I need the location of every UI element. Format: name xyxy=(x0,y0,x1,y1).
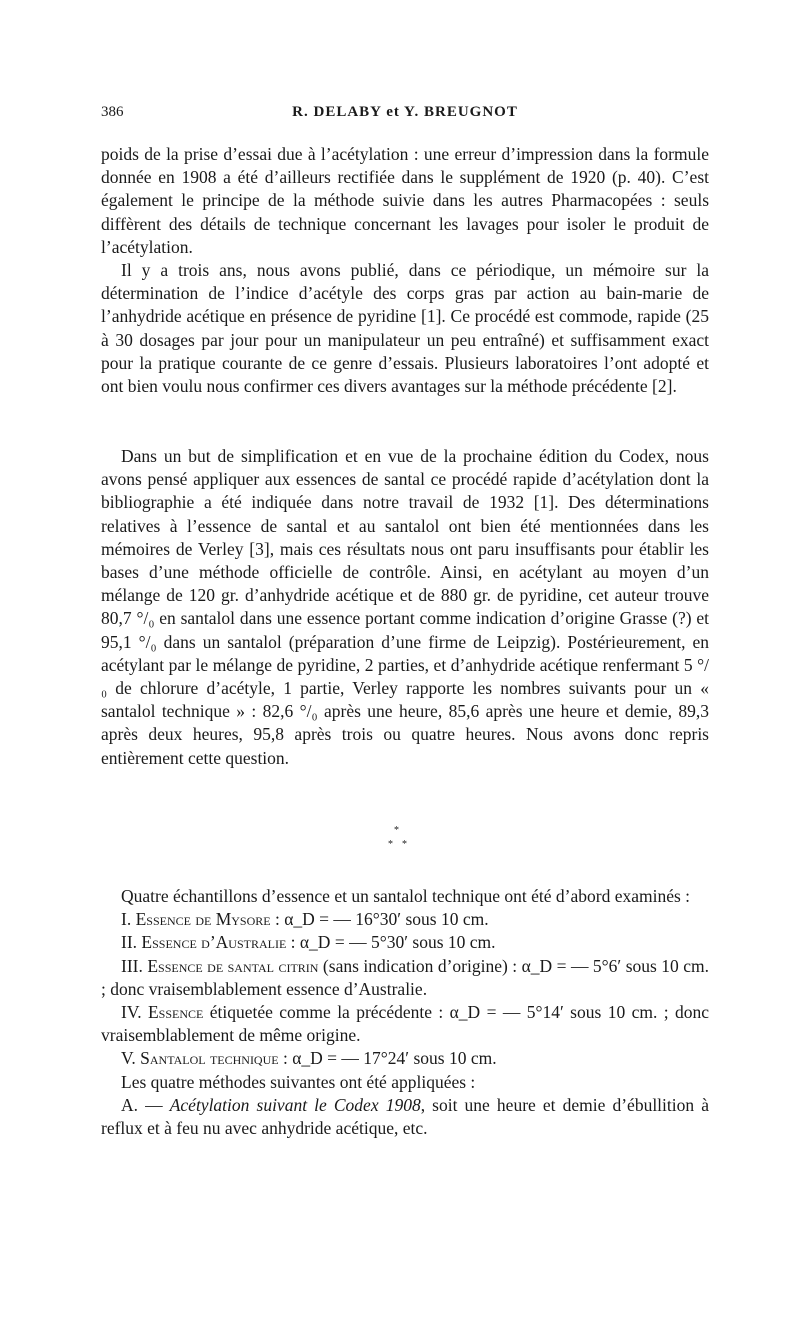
sample-text: : α_D = — 16°30′ sous 10 cm. xyxy=(270,909,489,930)
separator-star: * xyxy=(388,839,393,850)
method-letter: A. — xyxy=(121,1094,170,1115)
sample-label: Santalol technique xyxy=(140,1048,279,1069)
paragraph-2: Il y a trois ans, nous avons publié, dans ce périodique, un mémoire sur la détermination de l’indice d’acétyle des corps gras par action au bain-marie de l’anhydride acétique en présence de pyridine [1]. Ce procédé est commode, rapide (25 à 30 dosages par jour pour un manipulateur un peu entraîné) et suffisamment exact pour la pratique courante de ce genre d’essais. Plusieurs laboratoires l’ont adopté et ont bien voulu nous confirmer ces divers avantages sur la méthode précédente [2]. xyxy=(101,260,709,397)
sample-number: III. xyxy=(121,955,143,976)
sample-text: étiquetée comme la précédente : α_D = — 5°14′ sous 10 cm. ; donc vraisemblablement de même origine. xyxy=(101,1002,709,1046)
separator-star: * xyxy=(394,825,399,836)
method-title: Acétylation suivant le Codex 1908 xyxy=(169,1094,421,1115)
samples-intro: Quatre échantillons d’essence et un santalol technique ont été d’abord examinés : xyxy=(121,886,691,906)
page-number: 386 xyxy=(101,104,124,120)
sample-item xyxy=(101,1047,709,1070)
sample-item xyxy=(101,1001,709,1047)
page-header xyxy=(101,104,709,126)
method-text: , soit une heure et demie d’ébullition à reflux et à feu nu avec anhydride acétique, etc. xyxy=(101,1094,710,1139)
paragraph-3: Dans un but de simplification et en vue de la prochaine édition du Codex, nous avons pensé appliquer aux essences de santal ce procédé rapide d’acétylation dont la bibliographie a été indiquée dans notre travail de 1932 [1]. Des déterminations relatives à l’essence de santal et au santalol ont bien été mentionnées dans les mémoires de Verley [3], mais ces résultats nous ont paru insuffisants pour établir les bases d’une méthode officielle de contrôle. Ainsi, en acétylant au moyen d’un mélange de 120 gr. d’anhydride acétique et de 880 gr. de pyridine, cet auteur trouve 80,7 °/₀ en santalol dans une essence portant comme indication d’origine Grasse (?) et 95,1 °/₀ dans un santalol (préparation d’une firme de Leipzig). Postérieurement, en acétylant par le mélange de pyridine, 2 parties, et d’anhydride acétique renfermant 5 °/₀ de chlorure d’acétyle, 1 partie, Verley rapporte les nombres suivants pour un « santalol technique » : 82,6 °/₀ après une heure, 85,6 après une heure et demie, 89,3 après deux heures, 95,8 après trois ou quatre heures. Nous avons donc repris entièrement cette question. xyxy=(101,446,709,768)
sample-label: Essence de santal citrin xyxy=(147,955,319,976)
samples-section xyxy=(101,885,709,1140)
sample-label: Essence d’Australie xyxy=(141,932,287,953)
sample-text: : α_D = — 17°24′ sous 10 cm. xyxy=(278,1048,497,1069)
sample-number: I. xyxy=(121,909,132,930)
method-a xyxy=(101,1094,709,1140)
sample-text: (sans indication d’origine) : α_D = — 5°6′ sous 10 cm. ; donc vraisemblablement essence d’Australie. xyxy=(101,955,710,999)
paragraph-1: poids de la prise d’essai due à l’acétylation : une erreur d’impression dans la formule donnée en 1908 a été d’ailleurs rectifiée dans le supplément de 1920 (p. 40). C’est également le principe de la méthode suivie dans les autres Pharmacopées : seuls diffèrent des détails de technique concernant les lavages pour isoler le produit de l’acétylation. xyxy=(101,144,709,257)
sample-item xyxy=(101,955,709,1001)
section-separator xyxy=(368,826,428,866)
sample-number: IV. xyxy=(121,1002,142,1023)
sample-label: Essence de Mysore xyxy=(135,909,271,930)
sample-number: II. xyxy=(121,932,138,953)
methods-intro: Les quatre méthodes suivantes ont été appliquées : xyxy=(121,1071,476,1092)
sample-item xyxy=(101,931,709,954)
sample-text: : α_D = — 5°30′ sous 10 cm. xyxy=(286,932,496,953)
running-head: R. DELABY et Y. BREUGNOT xyxy=(292,104,518,120)
separator-star: * xyxy=(402,839,407,850)
sample-number: V. xyxy=(121,1048,136,1069)
sample-label: Essence xyxy=(147,1002,204,1023)
sample-item xyxy=(101,908,709,931)
